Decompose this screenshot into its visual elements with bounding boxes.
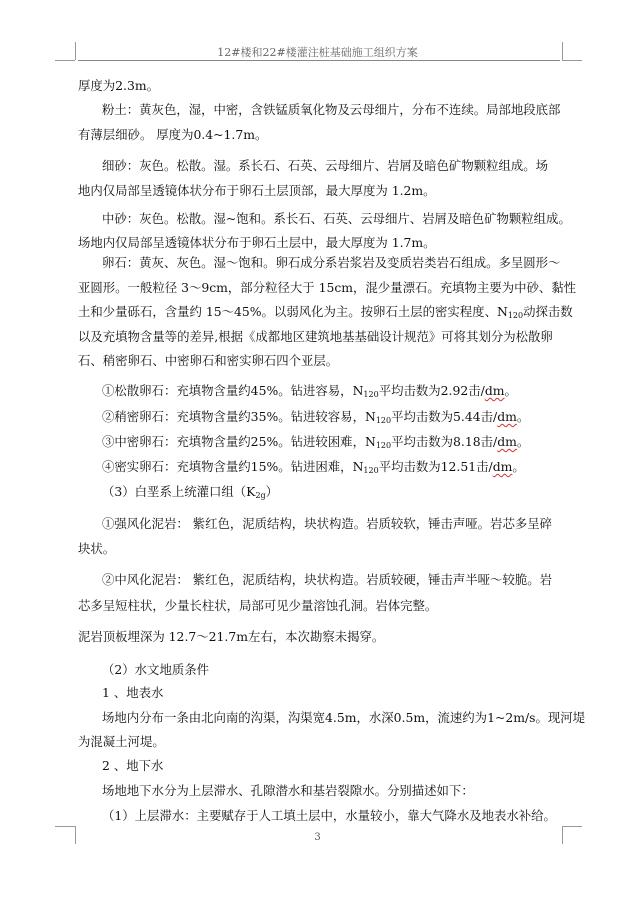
- text-segment: （3）白垩系上统灌口组（K: [102, 484, 256, 499]
- crop-mark: [55, 826, 75, 827]
- text-line: 地内仅局部呈透镜体状分布于卵石土层顶部，最大厚度为 1.2m。: [78, 183, 436, 198]
- text-line: 以及充填物含量等的差异,根据《成都地区建筑地基基础设计规范》可将其划分为松散卵: [78, 329, 553, 344]
- text-line: 细砂：灰色。松散。湿。系长石、石英、云母细片、岩屑及暗色矿物颗粒组成。场: [102, 158, 549, 173]
- subscript: 120: [363, 466, 379, 475]
- text-segment: 。: [512, 459, 525, 474]
- text-segment: ②稍密卵石：充填物含量约35%。钻进较容易，N: [102, 409, 376, 424]
- subscript: 2g: [255, 491, 266, 500]
- crop-mark: [562, 60, 582, 61]
- header-rule: [78, 60, 560, 61]
- text-line: ①强风化泥岩： 紫红色，泥质结构，块状构造。岩质较软，锤击声哑。岩芯多呈碎: [102, 516, 553, 531]
- crop-mark: [75, 42, 76, 60]
- text-segment: ）: [265, 484, 279, 499]
- list-item: [102, 407, 529, 425]
- text-segment: 。: [516, 409, 530, 424]
- text-line: 粉土：黄灰色，湿，中密，含铁锰质氧化物及云母细片，分布不连续。局部地段底部: [102, 102, 561, 117]
- text-line: 亚圆形。一般粒径 3～9cm，部分粒径大于 15cm，混少量漂石。充填物主要为中砂、黏性: [78, 280, 577, 295]
- subscript: 120: [375, 441, 392, 450]
- text-segment: ④密实卵石：充填物含量约15%。钻进困难，N: [102, 459, 364, 474]
- running-header: 12#楼和22#楼灌注桩基础施工组织方案: [217, 46, 418, 59]
- spellcheck-underline: dm: [497, 409, 517, 424]
- text-line: （1）上层滞水：主要赋存于人工填土层中，水量较小，靠大气降水及地表水补给。: [102, 808, 556, 823]
- text-line: 厚度为2.3m。: [78, 78, 160, 93]
- text-segment: 。: [516, 434, 530, 449]
- text-line: 有薄层细砂。 厚度为0.4~1.7m。: [78, 127, 268, 142]
- subscript: 120: [375, 416, 392, 425]
- subsection-heading: 2 、地下水: [102, 758, 164, 773]
- list-item: [102, 381, 517, 399]
- text-line: 卵石：黄灰、灰色。湿～饱和。卵石成分系岩浆岩及变质岩类岩石组成。多呈圆形～: [102, 255, 561, 270]
- subscript: 120: [363, 390, 379, 399]
- page-number: 3: [314, 832, 321, 843]
- spellcheck-underline: dm: [484, 383, 505, 398]
- text-segment: 土和少量砾石，含量约 15～45%。以弱风化为主。按卵石土层的密实程度、N: [78, 304, 508, 319]
- section-heading: （2）水文地质条件: [102, 662, 210, 677]
- crop-mark: [55, 60, 75, 61]
- text-segment: 平均击数为8.18击/: [391, 434, 498, 449]
- section-heading: [102, 482, 278, 500]
- subsection-heading: 1 、地表水: [102, 685, 164, 700]
- text-line: 中砂：灰色。松散。湿~饱和。系长石、石英、云母细片、岩屑及暗色矿物颗粒组成。: [102, 211, 571, 226]
- text-segment: 平均击数为12.51击/: [378, 459, 493, 474]
- crop-mark: [562, 826, 582, 827]
- text-segment: 。: [504, 383, 517, 398]
- text-segment: 动探击数: [523, 304, 573, 319]
- subscript: 120: [507, 311, 524, 320]
- text-line: 芯多呈短柱状，少量长柱状，局部可见少量溶蚀孔洞。岩体完整。: [78, 598, 438, 613]
- text-segment: 平均击数为5.44击/: [391, 409, 498, 424]
- text-line: 场地内分布一条由北向南的沟渠，沟渠宽4.5m，水深0.5m，流速约为1~2m/s。现河堤: [102, 710, 586, 725]
- spellcheck-underline: dm: [492, 459, 513, 474]
- text-line: 石、稍密卵石、中密卵石和密实卵石四个亚层。: [78, 353, 339, 368]
- list-item: [102, 432, 529, 450]
- text-line: [78, 302, 573, 320]
- text-line: 为混凝土河堤。: [78, 734, 165, 749]
- text-line: 场地地下水分为上层滞水、孔隙潜水和基岩裂隙水。分别描述如下：: [102, 783, 474, 798]
- text-line: ②中风化泥岩： 紫红色，泥质结构，块状构造。岩质较硬，锤击声半哑～较脆。岩: [102, 572, 553, 587]
- text-segment: ①松散卵石：充填物含量约45%。钻进容易，N: [102, 383, 364, 398]
- text-line: 块状。: [78, 541, 116, 556]
- crop-mark: [562, 42, 563, 60]
- text-line: 场地内仅局部呈透镜体状分布于卵石土层中，最大厚度为 1.7m。: [78, 235, 436, 250]
- text-segment: 平均击数为2.92击/: [378, 383, 485, 398]
- list-item: [102, 457, 525, 475]
- text-segment: ③中密卵石：充填物含量约25%。钻进较困难，N: [102, 434, 376, 449]
- spellcheck-underline: dm: [497, 434, 517, 449]
- text-line: 泥岩顶板埋深为 12.7～21.7m左右，本次勘察未揭穿。: [78, 629, 385, 644]
